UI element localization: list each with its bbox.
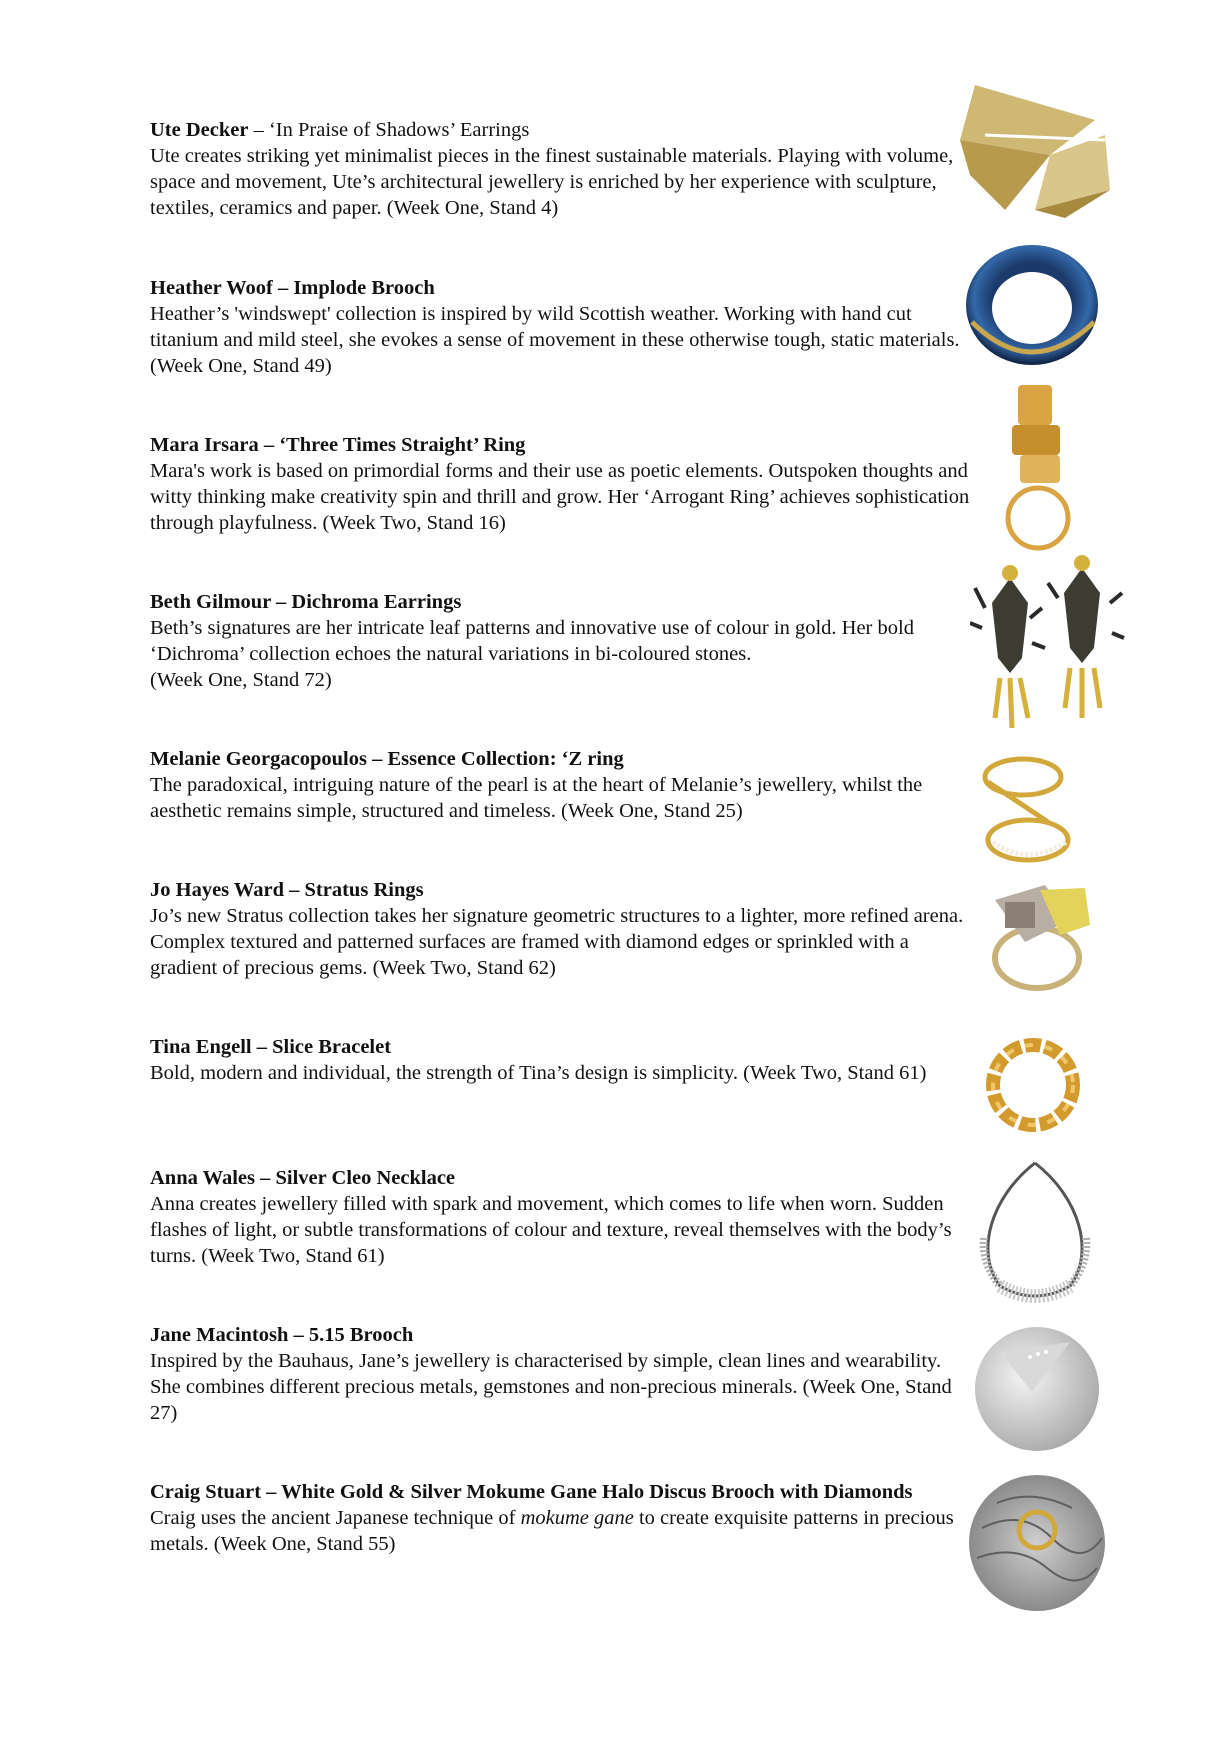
- entry-heading: Heather Woof – Implode Brooch: [150, 277, 435, 299]
- pearl-z-ring-image: [968, 752, 1078, 872]
- entry-craig-stuart: [150, 1479, 970, 1557]
- entry-heading: Mara Irsara – ‘Three Times Straight’ Ring: [150, 434, 526, 456]
- designer-name: Jane Macintosh: [150, 1324, 289, 1346]
- silver-disc-brooch-image: [970, 1322, 1105, 1457]
- piece-title: 5.15 Brooch: [308, 1324, 414, 1346]
- piece-title: Slice Bracelet: [272, 1036, 392, 1058]
- piece-title: White Gold & Silver Mokume Gane Halo Discus Brooch with Diamonds: [281, 1481, 913, 1503]
- leaf-drop-earrings-image: [970, 548, 1125, 748]
- entry-heading: Ute Decker – ‘In Praise of Shadows’ Earrings: [150, 119, 530, 141]
- designer-name: Craig Stuart: [150, 1481, 262, 1503]
- diamond-stratus-ring-image: [985, 880, 1095, 1000]
- entry-jane-macintosh: [150, 1322, 970, 1426]
- entry-description: Ute creates striking yet minimalist pieces in the finest sustainable materials. Playing with volume, space and movement, Ute’s architectural jewellery is enriched by her experience with sculpture, textiles, ceramics and paper. (Week One, Stand 4): [150, 145, 954, 219]
- entry-anna-wales: [150, 1165, 970, 1269]
- entry-description: Mara's work is based on primordial forms and their use as poetic elements. Outspoken thoughts and witty thinking make creativity spin and thrill and grow. Her ‘Arrogant Ring’ achieves sophistication through playfulness. (Week Two, Stand 16): [150, 460, 970, 534]
- entry-description: Beth’s signatures are her intricate leaf patterns and innovative use of colour in gold. Her bold ‘Dichroma’ collection echoes the natural variations in bi-coloured stones.: [150, 617, 914, 665]
- piece-title: ‘In Praise of Shadows’ Earrings: [268, 119, 530, 141]
- entry-heading: Tina Engell – Slice Bracelet: [150, 1036, 392, 1058]
- entry-description: Inspired by the Bauhaus, Jane’s jewellery is characterised by simple, clean lines and wearability. She combines different precious metals, gemstones and non-precious minerals. (Week One, Stand 27): [150, 1350, 952, 1424]
- designer-name: Anna Wales: [150, 1167, 256, 1189]
- blue-titanium-brooch-image: [962, 242, 1102, 372]
- silver-fringe-necklace-image: [970, 1158, 1100, 1308]
- entry-melanie-georgacopoulos: [150, 746, 970, 824]
- designer-name: Mara Irsara: [150, 434, 259, 456]
- gold-stacked-ring-image: [1000, 380, 1080, 555]
- entry-heading: Craig Stuart – White Gold & Silver Mokume Gane Halo Discus Brooch with Diamonds: [150, 1481, 913, 1503]
- entry-heading: Melanie Georgacopoulos – Essence Collection: ‘Z ring: [150, 748, 624, 770]
- entry-description: Bold, modern and individual, the strength of Tina’s design is simplicity. (Week Two, Stand 61): [150, 1062, 927, 1084]
- entry-description: Heather’s 'windswept' collection is inspired by wild Scottish weather. Working with hand cut titanium and mild steel, she evokes a sense of movement in these otherwise tough, static materials. (Week One, Stand 49): [150, 303, 960, 377]
- designer-name: Tina Engell: [150, 1036, 252, 1058]
- entry-description: Craig uses the ancient Japanese technique of mokume gane to create exquisite patterns in precious metals. (Week One, Stand 55): [150, 1507, 954, 1555]
- piece-title: Dichroma Earrings: [291, 591, 462, 613]
- entry-tina-engell: [150, 1034, 970, 1086]
- mokume-gane-brooch-image: [962, 1468, 1112, 1618]
- designer-name: Melanie Georgacopoulos: [150, 748, 367, 770]
- entry-heading: Jo Hayes Ward – Stratus Rings: [150, 879, 424, 901]
- gold-link-bracelet-image: [978, 1030, 1088, 1140]
- entry-stand: (Week One, Stand 72): [150, 669, 332, 691]
- entry-heading: Beth Gilmour – Dichroma Earrings: [150, 591, 462, 613]
- designer-name: Jo Hayes Ward: [150, 879, 285, 901]
- entry-heading: Anna Wales – Silver Cleo Necklace: [150, 1167, 456, 1189]
- entry-description: Anna creates jewellery filled with spark and movement, which comes to life when worn. Sudden flashes of light, or subtle transformations of colour and texture, reveal themselves with the body’s turns. (Week Two, Stand 61): [150, 1193, 952, 1267]
- designer-name: Ute Decker: [150, 119, 249, 141]
- entry-description: The paradoxical, intriguing nature of the pearl is at the heart of Melanie’s jewellery, whilst the aesthetic remains simple, structured and timeless. (Week One, Stand 25): [150, 774, 923, 822]
- designer-name: Heather Woof: [150, 277, 273, 299]
- entry-beth-gilmour: [150, 589, 970, 693]
- piece-title: Silver Cleo Necklace: [275, 1167, 456, 1189]
- gold-folded-earring-image: [945, 80, 1115, 220]
- entry-jo-hayes-ward: [150, 877, 970, 981]
- designer-name: Beth Gilmour: [150, 591, 271, 613]
- piece-title: Essence Collection: ‘Z ring: [387, 748, 624, 770]
- entry-heading: Jane Macintosh – 5.15 Brooch: [150, 1324, 414, 1346]
- piece-title: Stratus Rings: [304, 879, 424, 901]
- entry-description: Jo’s new Stratus collection takes her signature geometric structures to a lighter, more refined arena. Complex textured and patterned surfaces are framed with diamond edges or sprinkled with a gradient of precious gems. (Week Two, Stand 62): [150, 905, 964, 979]
- entry-mara-irsara: [150, 432, 970, 536]
- entry-ute-decker: [150, 117, 970, 221]
- piece-title: Implode Brooch: [293, 277, 435, 299]
- entry-heather-woof: [150, 275, 970, 379]
- piece-title: ‘Three Times Straight’ Ring: [279, 434, 526, 456]
